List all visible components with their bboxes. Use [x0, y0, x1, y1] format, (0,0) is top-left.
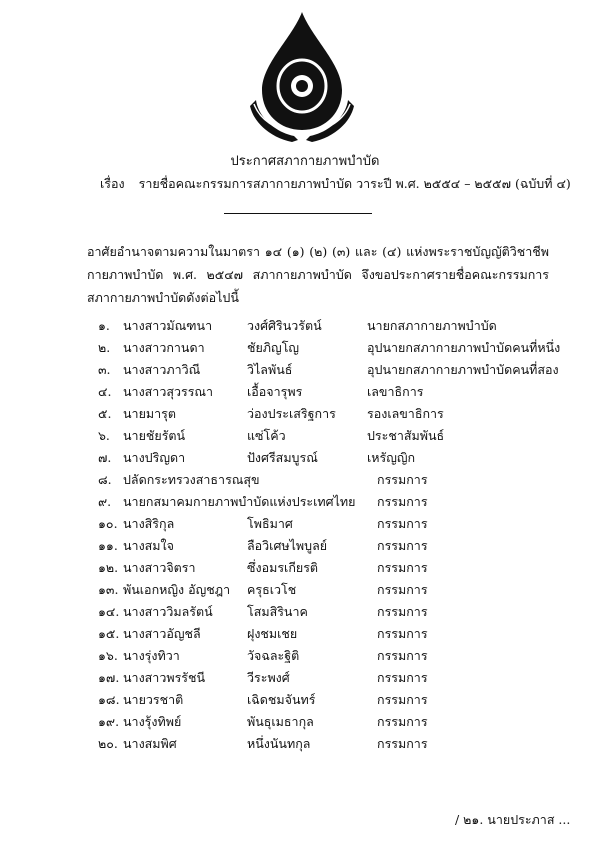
member-name: นางสิริกุล	[123, 516, 175, 531]
member-name: นางปริญดา	[123, 450, 186, 465]
subject-label: เรื่อง	[100, 176, 125, 191]
member-position: กรรมการ	[377, 538, 428, 553]
subject-text: รายชื่อคณะกรรมการสภากายภาพบำบัด วาระปี พ.ศ. ๒๕๕๔ – ๒๕๕๗ (ฉบับที่ ๔)	[138, 176, 571, 191]
subject-line	[100, 174, 571, 194]
list-item	[0, 536, 610, 558]
council-logo-icon	[248, 8, 356, 142]
intro-paragraph: อาศัยอำนาจตามความในมาตรา ๑๔ (๑) (๒) (๓) และ (๔) แห่งพระราชบัญญัติวิชาชีพกายภาพบำบัด พ.ศ. ๒๕๔๗ สภากายภาพบำบัด จึงขอประกาศรายชื่อคณะกรรมการสภากายภาพบำบัดดังต่อไปนี้	[87, 244, 549, 305]
member-surname: ครุธเวโช	[247, 582, 297, 597]
list-item	[0, 338, 610, 360]
list-item	[0, 734, 610, 756]
list-item	[0, 624, 610, 646]
member-number: ๑๙.	[98, 714, 120, 729]
member-position: กรรมการ	[377, 692, 428, 707]
list-item	[0, 668, 610, 690]
member-name: นางสาวกานดา	[123, 340, 205, 355]
member-position: นายกสภากายภาพบำบัด	[367, 318, 497, 333]
member-name: นางรุ้งทิพย์	[123, 714, 182, 729]
member-surname: วีระพงศ์	[247, 670, 290, 685]
member-name: นางสาวพรรัชนี	[123, 670, 206, 685]
list-item	[0, 492, 610, 514]
member-surname: ฝุงชมเชย	[247, 626, 298, 641]
member-position: อุปนายกสภากายภาพบำบัดคนที่หนึ่ง	[367, 340, 561, 355]
member-surname: ปังศรีสมบูรณ์	[247, 450, 318, 465]
member-name: นางสาวจิตรา	[123, 560, 196, 575]
list-item	[0, 602, 610, 624]
member-name: นางสมใจ	[123, 538, 174, 553]
member-position: กรรมการ	[377, 582, 428, 597]
member-surname: วิไลพันธ์	[247, 362, 293, 377]
member-number: ๕.	[98, 406, 112, 421]
member-number: ๑๕.	[98, 626, 120, 641]
list-item	[0, 646, 610, 668]
member-number: ๘.	[98, 472, 112, 487]
member-number: ๒๐.	[98, 736, 118, 751]
list-item	[0, 426, 610, 448]
list-item	[0, 514, 610, 536]
member-number: ๑๑.	[98, 538, 118, 553]
member-number: ๔.	[98, 384, 112, 399]
member-number: ๑.	[98, 318, 110, 333]
member-position: กรรมการ	[377, 714, 428, 729]
member-surname: ชัยภิญโญ	[247, 340, 300, 355]
list-item	[0, 404, 610, 426]
member-surname: โสมสิรินาค	[247, 604, 308, 619]
member-name: นายวรชาติ	[123, 692, 184, 707]
member-surname: ซึ่งอมรเกียรติ	[247, 560, 319, 575]
member-name: นางสาวอัญชลี	[123, 626, 201, 641]
member-number: ๑๒.	[98, 560, 119, 575]
announcement-title: ประกาศสภากายภาพบำบัด	[230, 154, 380, 169]
member-surname: ว่องประเสริฐการ	[247, 406, 336, 421]
list-item	[0, 448, 610, 470]
member-position: กรรมการ	[377, 494, 428, 509]
member-name: นายมารุต	[123, 406, 176, 421]
member-surname: หนึ่งนันทกุล	[247, 736, 311, 751]
member-position: กรรมการ	[377, 736, 428, 751]
member-name: นางสาวภาวิณี	[123, 362, 201, 377]
member-number: ๑๐.	[98, 516, 118, 531]
member-surname: แซ่โค้ว	[247, 428, 286, 443]
member-position: กรรมการ	[377, 472, 428, 487]
member-position: กรรมการ	[377, 626, 428, 641]
list-item	[0, 558, 610, 580]
member-name: พันเอกหญิง อัญชฎา	[123, 582, 231, 597]
member-number: ๑๔.	[98, 604, 120, 619]
list-item	[0, 470, 610, 492]
member-position: อุปนายกสภากายภาพบำบัดคนที่สอง	[367, 362, 559, 377]
member-surname: วัจฉละฐิติ	[247, 648, 300, 663]
list-item	[0, 360, 610, 382]
member-number: ๑๘.	[98, 692, 120, 707]
member-surname: โพธิมาศ	[247, 516, 293, 531]
member-position: เลขาธิการ	[367, 384, 424, 399]
divider-rule	[224, 213, 372, 214]
member-position: ประชาสัมพันธ์	[367, 428, 445, 443]
member-surname: ลือวิเศษไพบูลย์	[247, 538, 328, 553]
member-number: ๑๓.	[98, 582, 119, 597]
member-name: นางสาวสุวรรณา	[123, 384, 214, 399]
member-surname: พันธุเมธากุล	[247, 714, 314, 729]
member-number: ๑๖.	[98, 648, 118, 663]
member-number: ๖.	[98, 428, 110, 443]
member-number: ๒.	[98, 340, 111, 355]
member-name: นายกสมาคมกายภาพบำบัดแห่งประเทศไทย	[123, 494, 356, 509]
member-name: นางสมพิศ	[123, 736, 177, 751]
member-position: กรรมการ	[377, 648, 428, 663]
member-number: ๗.	[98, 450, 112, 465]
list-item	[0, 382, 610, 404]
member-number: ๑๗.	[98, 670, 120, 685]
member-position: กรรมการ	[377, 516, 428, 531]
member-surname: เอื้อจารุพร	[247, 384, 303, 399]
list-item	[0, 316, 610, 338]
member-position: กรรมการ	[377, 560, 428, 575]
list-item	[0, 690, 610, 712]
member-position: กรรมการ	[377, 604, 428, 619]
member-number: ๙.	[98, 494, 112, 509]
list-item	[0, 580, 610, 602]
member-name: นางสาววิมลรัตน์	[123, 604, 213, 619]
member-position: เหรัญญิก	[367, 450, 416, 465]
continuation-note: / ๒๑. นายประภาส ...	[455, 812, 571, 827]
member-name: นายชัยรัตน์	[123, 428, 186, 443]
list-item	[0, 712, 610, 734]
member-number: ๓.	[98, 362, 111, 377]
member-name: นางรุ่งทิวา	[123, 648, 180, 663]
member-position: รองเลขาธิการ	[367, 406, 444, 421]
member-position: กรรมการ	[377, 670, 428, 685]
member-name: ปลัดกระทรวงสาธารณสุข	[123, 472, 260, 487]
member-name: นางสาวมัณฑนา	[123, 318, 213, 333]
member-surname: วงศ์ศิรินวรัตน์	[247, 318, 322, 333]
member-surname: เฉิดชมจันทร์	[247, 692, 316, 707]
